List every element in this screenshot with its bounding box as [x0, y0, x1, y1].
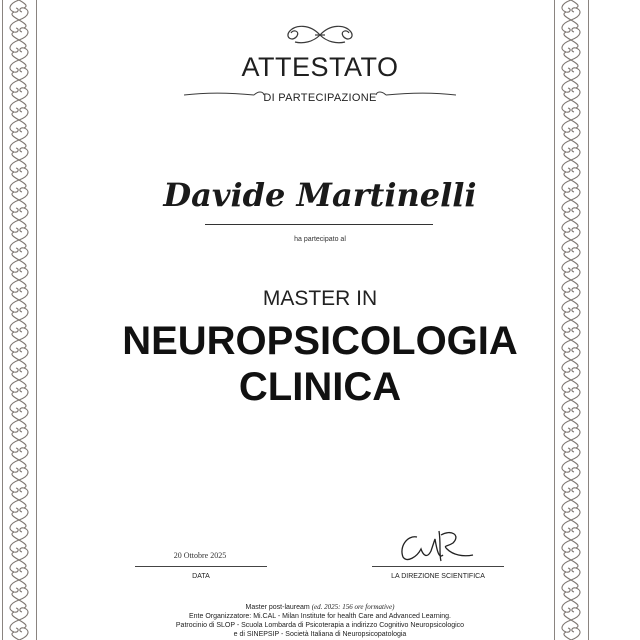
course-title — [60, 318, 580, 410]
certificate-subtitle: DI PARTECIPAZIONE — [263, 92, 377, 104]
border-ornament-unit — [10, 480, 28, 500]
border-ornament-unit — [10, 360, 28, 380]
border-ornament-unit — [10, 560, 28, 580]
border-ornament-unit — [10, 240, 28, 260]
border-ornament-unit — [10, 320, 28, 340]
border-ornament-unit — [10, 500, 28, 520]
border-ornament-unit — [562, 260, 580, 280]
border-ornament-unit — [562, 460, 580, 480]
border-ornament-unit — [10, 140, 28, 160]
recipient-name: Davide Martinelli — [163, 176, 477, 214]
footer-line-4: e di SINEPSIP - Società Italiana di Neuropsicopatologia — [233, 631, 407, 638]
border-ornament-unit — [562, 540, 580, 560]
direction-label: LA DIREZIONE SCIENTIFICA — [391, 573, 485, 580]
certificate-title: ATTESTATO — [241, 52, 399, 82]
border-ornament-unit — [562, 500, 580, 520]
border-ornament-unit — [562, 440, 580, 460]
border-ornament-unit — [562, 480, 580, 500]
border-ornament-unit — [562, 240, 580, 260]
border-ornament-unit — [10, 260, 28, 280]
border-ornament-unit — [562, 560, 580, 580]
master-label: MASTER IN — [262, 287, 378, 310]
date-label: DATA — [192, 573, 210, 580]
footer-line-1 — [60, 603, 580, 612]
border-ornament-unit — [10, 0, 28, 20]
border-ornament-unit — [10, 460, 28, 480]
date-value: 20 Ottobre 2025 — [173, 551, 227, 560]
border-ornament-unit — [562, 420, 580, 440]
date-signature-line — [135, 566, 267, 567]
course-title-line: CLINICA — [238, 365, 402, 409]
border-ornament-unit — [10, 540, 28, 560]
border-ornament-unit — [10, 400, 28, 420]
border-ornament-unit — [10, 620, 28, 640]
border-ornament-unit — [562, 0, 580, 20]
footer-notes — [60, 603, 580, 639]
footer-master-type: Master post-lauream — [245, 604, 310, 611]
border-ornament-unit — [10, 440, 28, 460]
border-ornament-unit — [562, 580, 580, 600]
border-ornament-unit — [10, 580, 28, 600]
border-ornament-unit — [562, 120, 580, 140]
border-ornament-unit — [562, 140, 580, 160]
border-ornament-unit — [10, 600, 28, 620]
direction-signature-line — [372, 566, 504, 567]
border-ornament-unit — [10, 340, 28, 360]
signature-icon — [395, 525, 485, 565]
border-ornament-unit — [10, 20, 28, 40]
border-ornament-unit — [10, 380, 28, 400]
course-title-line: NEUROPSICOLOGIA — [122, 319, 518, 363]
border-ornament-unit — [562, 20, 580, 40]
footer-edition: (ed. 2025: 156 ore formative) — [311, 603, 395, 611]
border-ornament-unit — [562, 520, 580, 540]
footer-line-3: Patrocinio di SLOP - Scuola Lombarda di Psicoterapia a indirizzo Cognitivo Neuropsicologico — [175, 622, 465, 629]
header-flourish-icon — [275, 22, 365, 48]
border-ornament-unit — [10, 520, 28, 540]
name-underline — [205, 224, 433, 225]
footer-line-2: Ente Organizzatore: Mi.CAL - Milan Institute for health Care and Advanced Learning. — [189, 613, 451, 620]
border-ornament-unit — [10, 120, 28, 140]
participated-text: ha partecipato al — [294, 236, 346, 243]
border-ornament-unit — [10, 420, 28, 440]
